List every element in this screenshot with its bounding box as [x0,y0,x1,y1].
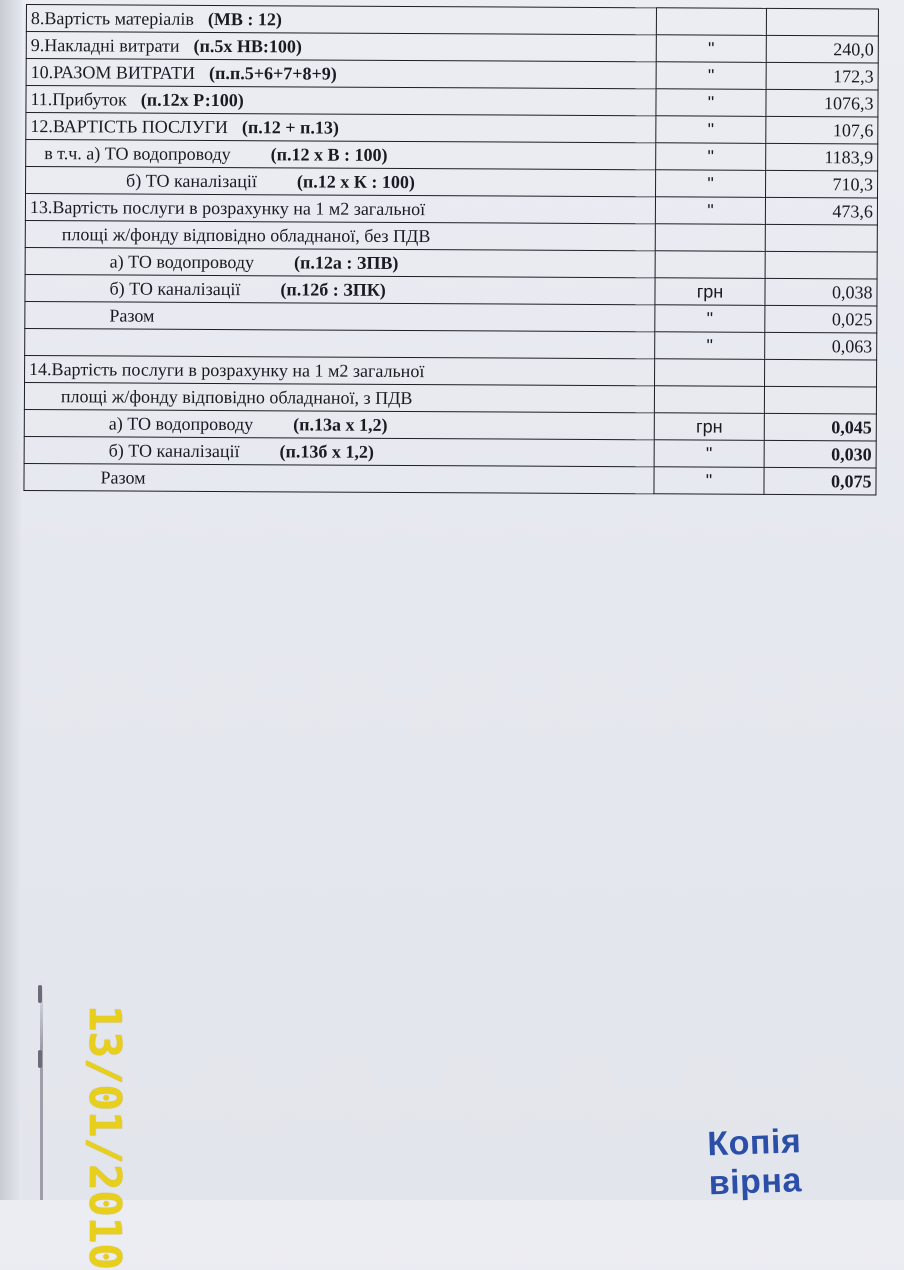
row-formula: (п.п.5+6+7+8+9) [208,62,337,84]
row-formula: (п.12б : ЗПК) [280,279,386,300]
row-value: 710,3 [765,170,877,198]
row-label-cell [26,113,656,143]
table-row [25,355,877,386]
row-label: площі ж/фонду відповідно обладнаної, без ПДВ [61,224,431,247]
row-label-cell [26,140,656,170]
row-unit: " [654,440,764,468]
staple-mark [38,1050,42,1068]
row-label: а) ТО водопроводу [108,413,254,435]
table-row [25,247,877,278]
row-value: 473,6 [765,197,877,225]
row-label-cell [25,274,655,304]
row-label: 13.Вартість послуги в розрахунку на 1 м2 загальної [29,197,426,220]
table-row [24,436,876,467]
row-unit [655,251,765,279]
table-row [25,194,877,225]
page-fold-line [40,980,43,1200]
row-label-cell [25,355,655,385]
table-row [24,382,876,413]
row-unit: " [655,170,765,198]
row-label: Разом [109,305,155,326]
row-value [765,359,877,387]
row-label: 8.Вартість матеріалів [30,8,194,29]
row-value: 172,3 [766,62,878,90]
row-label-cell [25,194,655,224]
table-row [26,32,878,63]
row-label: 10.РАЗОМ ВИТРАТИ [30,62,196,83]
row-label-cell [26,32,656,62]
row-formula: (п.12х Р:100) [140,89,244,111]
page-binding-shadow [0,0,22,1200]
row-unit: " [656,89,766,117]
row-unit: " [656,62,766,90]
row-formula: (п.12 + п.13) [241,117,339,138]
row-label: 11.Прибуток [30,89,127,110]
row-unit: грн [655,278,765,306]
row-formula: (МВ : 12) [207,8,282,30]
row-label-cell [25,301,655,331]
row-label-cell [24,463,654,493]
row-label-cell [24,436,654,466]
row-label-cell [25,247,655,277]
row-label-cell [25,328,655,358]
row-value [765,251,877,279]
row-unit [656,8,766,36]
row-label: б) ТО каналізації [108,440,240,462]
row-unit: " [656,116,766,144]
row-value [764,386,876,414]
row-unit: " [655,197,765,225]
row-value [765,224,877,252]
row-formula: (п.12 х В : 100) [270,144,388,165]
row-label: 14.Вартість послуги в розрахунку на 1 м2 загальної [29,359,425,382]
row-label: 12.ВАРТІСТЬ ПОСЛУГИ [30,116,228,138]
row-unit: " [655,332,765,360]
row-value [766,8,878,36]
row-label-cell [26,59,656,89]
row-value: 1076,3 [766,89,878,117]
table-row [24,409,876,440]
table-row [26,140,878,171]
row-label: Разом [100,467,146,488]
row-formula: (п.13б х 1,2) [279,441,374,462]
row-unit: " [656,35,766,63]
table-row [26,5,878,36]
row-label-cell [24,382,654,412]
row-value: 0,063 [765,332,877,360]
row-formula: (п.12 х К : 100) [296,171,415,193]
row-label: а) ТО водопроводу [109,251,255,273]
row-label: площі ж/фонду відповідно обладнаної, з ПДВ [60,386,413,409]
row-formula: (п.13а х 1,2) [293,414,388,435]
row-unit [655,224,765,252]
row-label-cell [24,409,654,439]
row-unit: " [655,305,765,333]
row-label: б) ТО каналізації [109,278,241,300]
row-value: 1183,9 [766,143,878,171]
row-unit [654,386,764,414]
table-row [26,59,878,90]
row-value: 107,6 [766,116,878,144]
row-value: 0,025 [765,305,877,333]
row-unit: " [656,143,766,171]
cost-calculation-table [23,4,879,495]
row-unit: грн [654,413,764,441]
table-row [26,167,878,198]
row-label: 9.Накладні витрати [30,35,180,56]
row-value: 0,075 [764,467,876,495]
row-value: 0,045 [764,413,876,441]
row-label-cell [26,167,656,197]
table-row [26,113,878,144]
table-row [25,220,877,251]
row-label: б) ТО каналізації [126,170,258,192]
row-value: 240,0 [766,35,878,63]
table-row [25,274,877,305]
staple-mark [38,985,42,1003]
row-formula: (п.5х НВ:100) [193,35,302,57]
table-row [25,301,877,332]
row-unit [655,359,765,387]
certified-copy-stamp: Копія вірна [706,1122,803,1203]
row-formula: (п.12а : ЗПВ) [294,252,399,273]
row-label-cell [26,86,656,116]
table-row [26,86,878,117]
row-value: 0,030 [764,440,876,468]
row-value: 0,038 [765,278,877,306]
date-stamp: 13/01/2010 [79,1005,130,1270]
row-label: в т.ч. а) ТО водопроводу [44,143,231,165]
row-label-cell [26,5,656,35]
table-row [24,463,876,494]
row-label-cell [25,220,655,250]
row-unit: " [654,467,764,495]
